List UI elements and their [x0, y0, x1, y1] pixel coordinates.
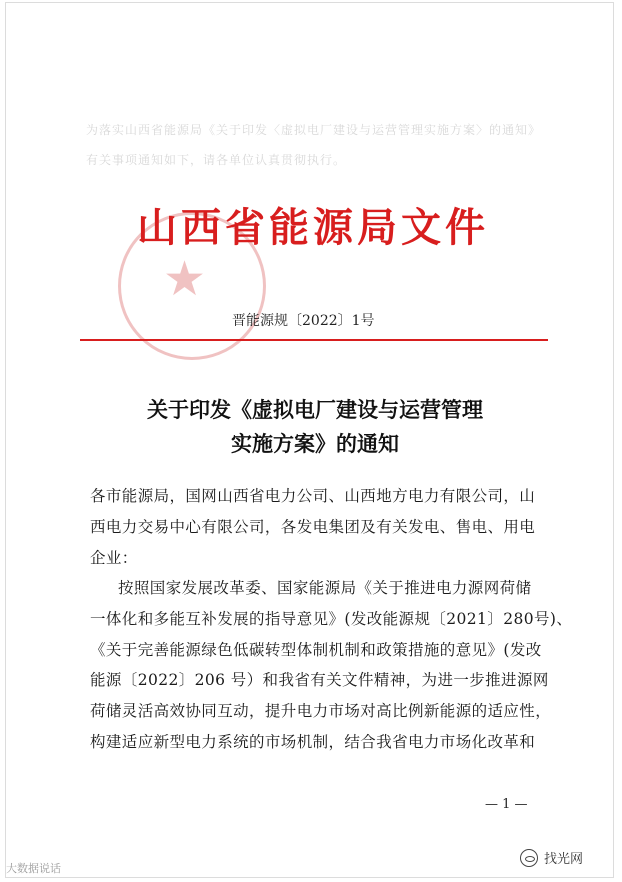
body-text-line: 一体化和多能互补发展的指导意见》(发改能源规〔2021〕280号)、: [90, 610, 573, 628]
body-text-line: 各市能源局，国网山西省电力公司、山西地方电力有限公司，山: [90, 487, 536, 505]
document-title-line: 关于印发《虚拟电厂建设与运营管理: [147, 397, 483, 422]
page-number: — 1 —: [485, 797, 528, 812]
body-text-line: 构建适应新型电力系统的市场机制，结合我省电力市场化改革和: [90, 733, 536, 751]
faint-bleed-through-line: 有关事项通知如下，请各单位认真贯彻执行。: [86, 153, 347, 167]
document-header: 山西省能源局文件: [137, 204, 489, 251]
watermark-left: 大数据说话: [6, 862, 61, 875]
body-text-line: 西电力交易中心有限公司，各发电集团及有关发电、售电、用电: [90, 518, 536, 536]
watermark-right-label: 找光网: [544, 852, 584, 867]
red-divider: [80, 339, 548, 341]
body-text-line: 按照国家发展改革委、国家能源局《关于推进电力源网荷储: [118, 579, 532, 597]
body-text-line: 《关于完善能源绿色低碳转型体制机制和政策措施的意见》(发改: [90, 641, 542, 659]
body-text-line: 能源〔2022〕206 号）和我省有关文件精神，为进一步推进源网: [90, 671, 549, 689]
document-title-line: 实施方案》的通知: [231, 431, 399, 456]
watermark-right: [520, 848, 583, 867]
body-text-line: 荷储灵活高效协同互动，提升电力市场对高比例新能源的适应性，: [90, 702, 552, 720]
body-text-line: 企业：: [90, 549, 138, 567]
star-icon: ★: [163, 251, 207, 307]
faint-bleed-through-line: 为落实山西省能源局《关于印发〈虚拟电厂建设与运营管理实施方案〉的通知》: [86, 123, 542, 137]
document-number: 晋能源规〔2022〕1号: [232, 313, 375, 329]
wechat-icon: [520, 849, 538, 867]
